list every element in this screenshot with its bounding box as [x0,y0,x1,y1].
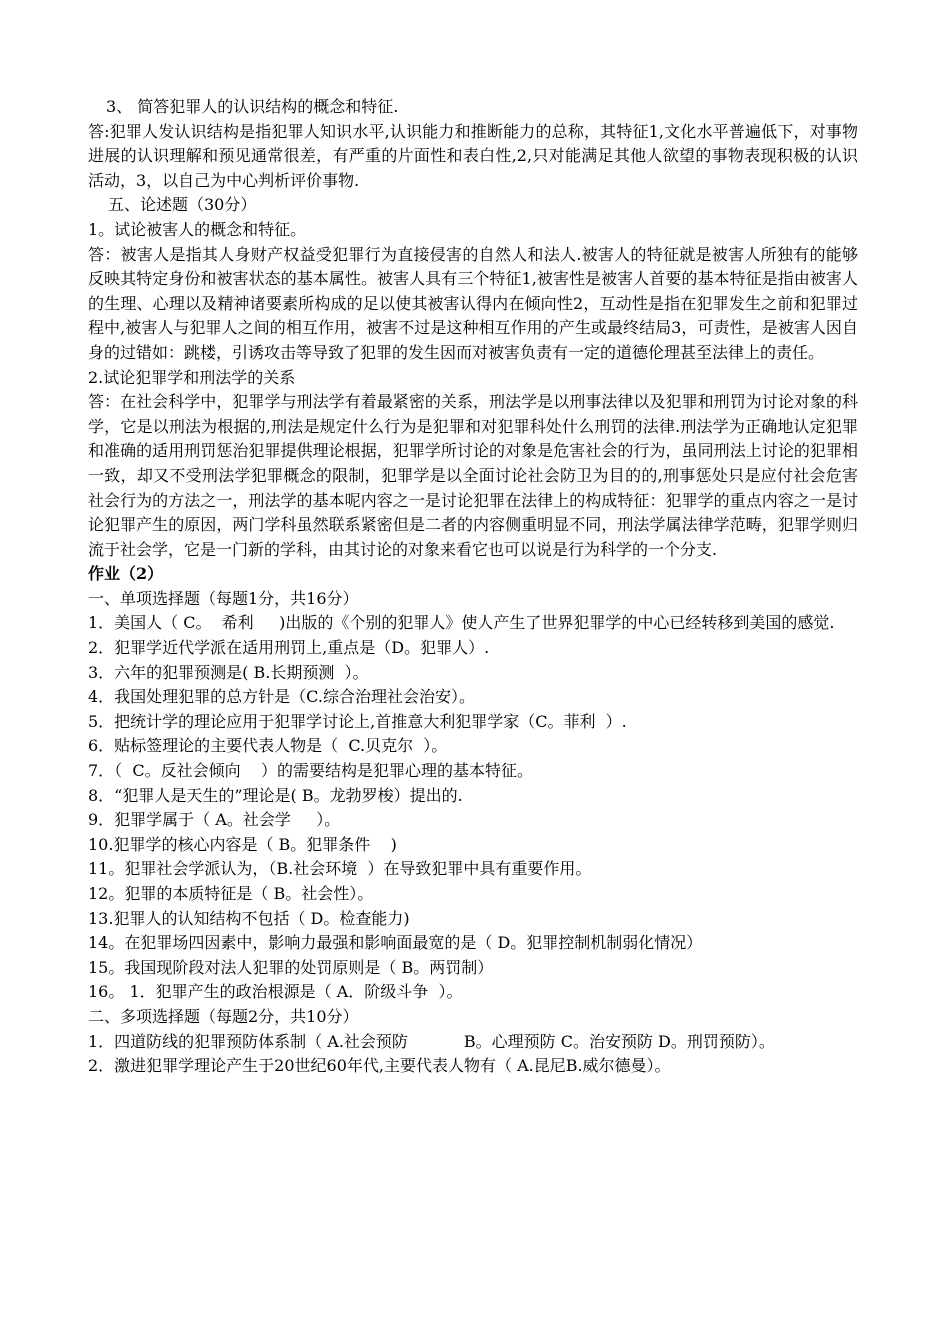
choice-item: 2．激进犯罪学理论产生于20世纪60年代,主要代表人物有（ A.昆尼B.威尔德曼）。 [88,1056,671,1076]
choice-item: 3．六年的犯罪预测是( B.长期预测 ）。 [88,662,369,682]
choice-item: 1．美国人（ C。 希利 )出版的《个别的犯罪人》使人产生了世界犯罪学的中心已经转移到美国的感觉. [88,613,835,633]
choice-item: 13.犯罪人的认知结构不包括（ D。检查能力) [88,908,410,928]
section-heading-multiple-choice: 二、多项选择题（每题2分，共10分） [88,1006,359,1026]
choice-item: 14。在犯罪场四因素中，影响力最强和影响面最宽的是（ D。犯罪控制机制弱化情况） [88,933,703,953]
choice-item: 11。犯罪社会学派认为，（B.社会环境 ）在导致犯罪中具有重要作用。 [88,859,592,879]
choice-item: 7．（ C。反社会倾向 ）的需要结构是犯罪心理的基本特征。 [88,761,533,781]
answer-paragraph: 答：在社会科学中，犯罪学与刑法学有着最紧密的关系，刑法学是以刑事法律以及犯罪和刑罚为讨论对象的科学，它是以刑法为根据的,刑法是规定什么行为是犯罪和对犯罪科处什么刑罚的法律.刑法学为正确地认定犯罪和准确的适用刑罚惩治犯罪提供理论根据，犯罪学所讨论的对象是危害社会的行为，虽同刑法上讨论的犯罪相一致，却又不受刑法学犯罪概念的限制，犯罪学是以全面讨论社会防卫为目的的,刑事惩处只是应付社会危害社会行为的方法之一，刑法学的基本呢内容之一是讨论犯罪在法律上的构成特征：犯罪学的重点内容之一是讨论犯罪产生的原因，两门学科虽然联系紧密但是二者的内容侧重明显不同，刑法学属法律学范畴，犯罪学则归流于社会学，它是一门新的学科，由其讨论的对象来看它也可以说是行为科学的一个分支. [88,392,858,559]
section-heading-essay: 五、论述题（30分） [108,195,257,215]
choice-item: 6．贴标签理论的主要代表人物是（ C.贝克尔 ）。 [88,736,448,756]
choice-item: 9．犯罪学属于（ A。社会学 ）。 [88,810,341,830]
choice-item: 5．把统计学的理论应用于犯罪学讨论上,首推意大利犯罪学家（C。菲利 ）. [88,711,627,731]
choice-item: 4．我国处理犯罪的总方针是（C.综合治理社会治安）。 [88,687,475,707]
section-heading-single-choice: 一、单项选择题（每题1分，共16分） [88,588,359,608]
choice-item: 8．“犯罪人是天生的”理论是( B。龙勃罗梭）提出的. [88,785,463,805]
answer-paragraph: 答：被害人是指其人身财产权益受犯罪行为直接侵害的自然人和法人.被害人的特征就是被害人所独有的能够反映其特定身份和被害状态的基本属性。被害人具有三个特征1,被害性是被害人首要的基本特征是指由被害人的生理、心理以及精神诸要素所构成的足以使其被害认得内在倾向性2，互动性是指在犯罪发生之前和犯罪过程中,被害人与犯罪人之间的相互作用，被害不过是这种相互作用的产生或最终结局3，可责性，是被害人因自身的过错如：跳楼，引诱攻击等导致了犯罪的发生因而对被害负责有一定的道德伦理甚至法律上的责任。 [88,244,858,362]
question-essay-1: 1。试论被害人的概念和特征。 [88,219,307,239]
question-short-answer-3: 3、 简答犯罪人的认识结构的概念和特征. [106,97,399,116]
document-page [88,95,858,1079]
choice-item: 1．四道防线的犯罪预防体系制（ A.社会预防 B。心理预防 C。治安预防 D。刑罚预防）。 [88,1031,775,1051]
choice-item: 12。犯罪的本质特征是（ B。社会性）。 [88,884,374,903]
answer-paragraph: 答:犯罪人发认识结构是指犯罪人知识水平,认识能力和推断能力的总称，其特征1,文化水平普遍低下，对事物进展的认识理解和预见通常很差，有严重的片面性和表白性,2,只对能满足其他人欲望的事物表现积极的认识活动，3，以自己为中心判析评价事物. [88,121,858,190]
choice-item: 2．犯罪学近代学派在适用刑罚上,重点是（D。犯罪人）. [88,638,490,658]
choice-item: 15。我国现阶段对法人犯罪的处罚原则是（ B。两罚制） [88,957,494,977]
question-essay-2: 2.试论犯罪学和刑法学的关系 [88,367,296,387]
assignment-heading: 作业（2） [88,564,164,584]
choice-item: 16。 1．犯罪产生的政治根源是（ A．阶级斗争 ）。 [88,982,463,1002]
choice-item: 10.犯罪学的核心内容是（ B。犯罪条件 ) [88,834,397,854]
